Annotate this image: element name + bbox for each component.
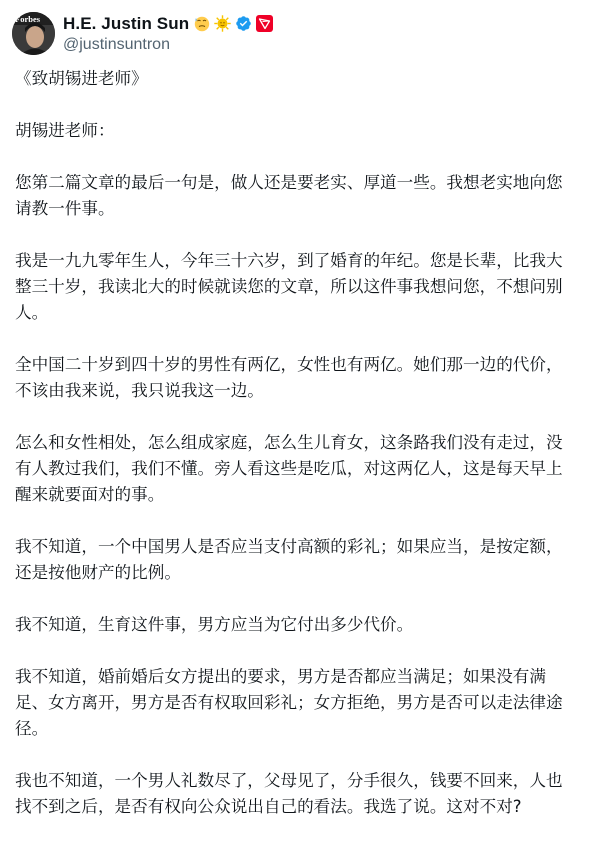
paragraph-line: 我不知道，一个中国男人是否应当支付高额的彩礼；如果应当，是按定额， — [15, 537, 563, 556]
paragraph-line: 我是一九九零年生人，今年三十六岁，到了婚育的年纪。您是长辈，比我大 — [15, 251, 563, 270]
post-paragraph — [15, 118, 595, 144]
sweating-face-emoji-icon — [193, 15, 210, 32]
paragraph-line: 我也不知道，一个男人礼数尽了，父母见了，分手很久，钱要不回来，人也 — [15, 771, 563, 790]
paragraph-line: 胡锡进老师： — [15, 121, 115, 140]
post-paragraph — [15, 430, 595, 508]
paragraph-line: 《致胡锡进老师》 — [15, 69, 148, 88]
paragraph-line: 人。 — [15, 303, 49, 322]
post-paragraph — [15, 612, 595, 638]
user-meta — [63, 13, 273, 54]
paragraph-line: 醒来就要面对的事。 — [15, 485, 165, 504]
name-row — [63, 13, 273, 35]
post-paragraph — [15, 352, 595, 404]
avatar-image — [12, 12, 55, 55]
paragraph-line: 请教一件事。 — [15, 199, 115, 218]
paragraph-line: 不该由我来说，我只说我这一边。 — [15, 381, 264, 400]
avatar-brand-text: Forbes — [15, 13, 41, 24]
post-title — [15, 66, 595, 92]
paragraph-line: 找不到之后，是否有权向公众说出自己的看法。我选了说。这对不对? — [15, 797, 522, 816]
sun-emoji-icon — [214, 15, 231, 32]
paragraph-line: 怎么和女性相处，怎么组成家庭，怎么生儿育女，这条路我们没有走过，没 — [15, 433, 563, 452]
paragraph-line: 我不知道，生育这件事，男方应当为它付出多少代价。 — [15, 615, 414, 634]
post-paragraph — [15, 170, 595, 222]
post-header — [12, 11, 273, 55]
post-paragraph — [15, 534, 595, 586]
avatar[interactable] — [12, 12, 55, 55]
paragraph-line: 有人教过我们，我们不懂。旁人看这些是吃瓜，对这两亿人，这是每天早上 — [15, 459, 563, 478]
post-paragraph — [15, 768, 595, 820]
paragraph-line: 整三十岁，我读北大的时候就读您的文章，所以这件事我想问您，不想问别 — [15, 277, 563, 296]
paragraph-line: 您第二篇文章的最后一句是，做人还是要老实、厚道一些。我想老实地向您 — [15, 173, 563, 192]
user-handle[interactable]: @justinsuntron — [63, 35, 170, 53]
tron-logo-icon[interactable] — [256, 15, 273, 32]
paragraph-line: 全中国二十岁到四十岁的男性有两亿，女性也有两亿。她们那一边的代价， — [15, 355, 563, 374]
paragraph-line: 足、女方离开，男方是否有权取回彩礼；女方拒绝，男方是否可以走法律途 — [15, 693, 563, 712]
post-body — [15, 66, 595, 846]
paragraph-line: 径。 — [15, 719, 49, 738]
paragraph-line: 还是按他财产的比例。 — [15, 563, 181, 582]
verified-badge-icon[interactable] — [235, 15, 252, 32]
paragraph-line: 我不知道，婚前婚后女方提出的要求，男方是否都应当满足；如果没有满 — [15, 667, 546, 686]
post-paragraph — [15, 248, 595, 326]
display-name[interactable]: H.E. Justin Sun — [63, 13, 190, 33]
post-paragraph — [15, 664, 595, 742]
